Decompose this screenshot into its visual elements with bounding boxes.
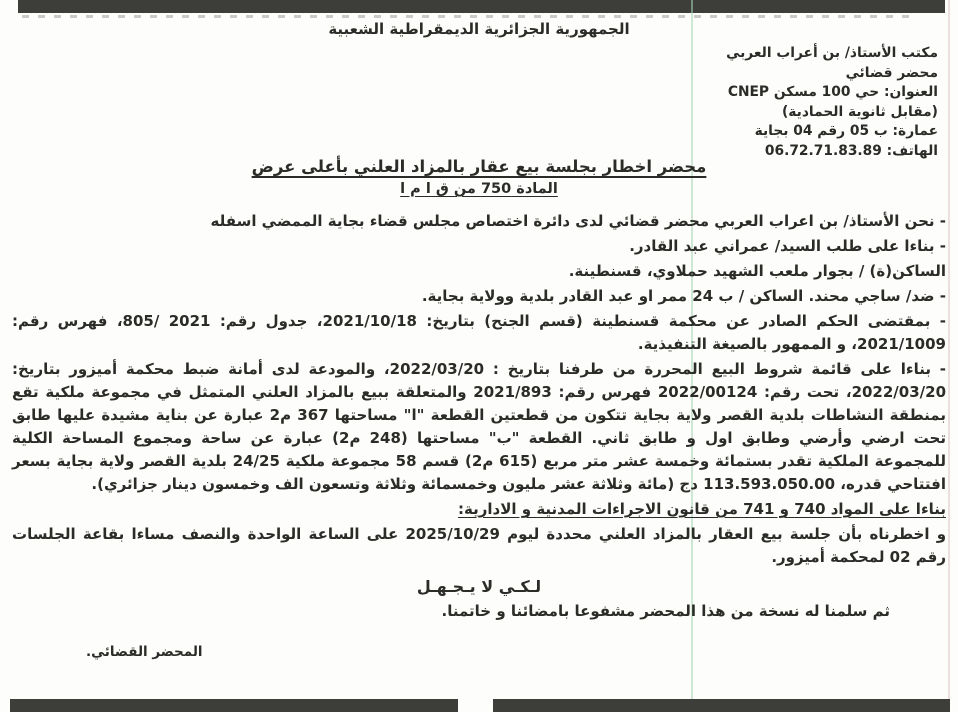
republic-header: الجمهورية الجزائرية الديمقراطية الشعبية — [328, 20, 630, 38]
scan-artifact-right-edge-line — [948, 0, 950, 712]
scan-top-black-bar — [18, 0, 945, 13]
sale-conditions-paragraph: - بناءا على قائمة شروط البيع المحررة من طرفنا بتاريخ : 2022/03/20، والمودعة لدى أمانة ضبط محكمة أميزور بتاريخ: 2022/03/20، تحت رقم: 2022/00124 فهرس رقم: 2021/893 والمتعلقة ببيع بالمزاد العلني المتمثل في مجموعة ملكية تقع بمنطقة النشاطات بلدية القصر ولاية بجاية تتكون من قطعتين القطعة "ا" مساحتها 367 م2 عبارة عن بناية مشيدة عليها طابق تحت ارضي وأرضي وطابق اول و طابق ثاني. القطعة "ب" مساحتها (248 م2) عبارة عن ساحة ومجموع المساحة الكلية للمجموعة الملكية تقدر بستمائة وخمسة عشر متر مربع (615 م2) قسم 58 مجموعة ملكية 24/25 بلدية القصر ولاية بجاية بسعر افتتاحي قدره، 113.593.050.00 دج (مائة وثلاثة عشر مليون وخمسمائة وثلاثة وتسعون الف وخمسون دينار جزائري). — [12, 360, 947, 493]
judgment-paragraph: - بمقتضى الحكم الصادر عن محكمة قسنطينة (قسم الجنح) بتاريخ: 2021/10/18، جدول رقم: ‎805/ 2021‎، فهرس رقم: 2021/1009، و الممهور بالصيغة التنفيذية. — [12, 312, 947, 353]
document-title: محضر اخطار بجلسة بيع عقار بالمزاد العلني بأعلى عرض — [251, 157, 707, 176]
bailiff-office-block — [726, 44, 938, 161]
signature-label: المحضر القضائي. — [86, 644, 203, 660]
office-name-line: مكتب الأستاذ/ بن أعراب العربي — [726, 45, 938, 61]
office-address-line: العنوان: حي 100 مسكن CNEP — [727, 84, 938, 100]
scan-bottom-black-bar-right — [493, 699, 950, 712]
notification-paragraph: و اخطرناه بأن جلسة بيع العقار بالمزاد العلني محددة ليوم 2025/10/29 على الساعة الواحدة والنصف مساءا بقاعة الجلسات رقم 02 لمحكمة أميزور. — [12, 525, 947, 566]
motto-line: لـكـي لا يـجـهـل — [416, 577, 542, 596]
document-body — [12, 210, 946, 625]
office-phone-line: الهاتف: 06.72.71.83.89 — [764, 142, 938, 159]
requester-address-paragraph: الساكن(ة) / بجوار ملعب الشهيد حملاوي، قسنطينة. — [568, 262, 946, 280]
articles-heading: بناءا على المواد 740 و 741 من قانون الاجراءات المدنية و الادارية: — [458, 500, 946, 518]
office-role-line: محضر قضائي — [845, 64, 938, 81]
office-building-line: عمارة: ب 05 رقم 04 بجاية — [754, 123, 938, 139]
against-paragraph: - ضد/ ساجي محند. الساكن / ب 24 ممر او عبد القادر بلدية وولاية بجاية. — [421, 287, 946, 305]
scan-bottom-black-bar-left — [10, 699, 458, 712]
intro-paragraph: - نحن الأستاذ/ بن اعراب العربي محضر قضائي لدى دائرة اختصاص مجلس قضاء بجاية الممضي اسفله — [210, 212, 946, 230]
document-article-reference: المادة 750 من ق ا م ا — [400, 181, 558, 197]
office-address-detail-line: (مقابل ثانوية الحمادية) — [781, 103, 938, 120]
closing-paragraph: ثم سلمنا له نسخة من هذا المحضر مشفوعا بامضائنا و خاتمنا. — [441, 602, 890, 620]
request-paragraph: - بناءا على طلب السيد/ عمراني عبد القادر. — [629, 237, 946, 255]
